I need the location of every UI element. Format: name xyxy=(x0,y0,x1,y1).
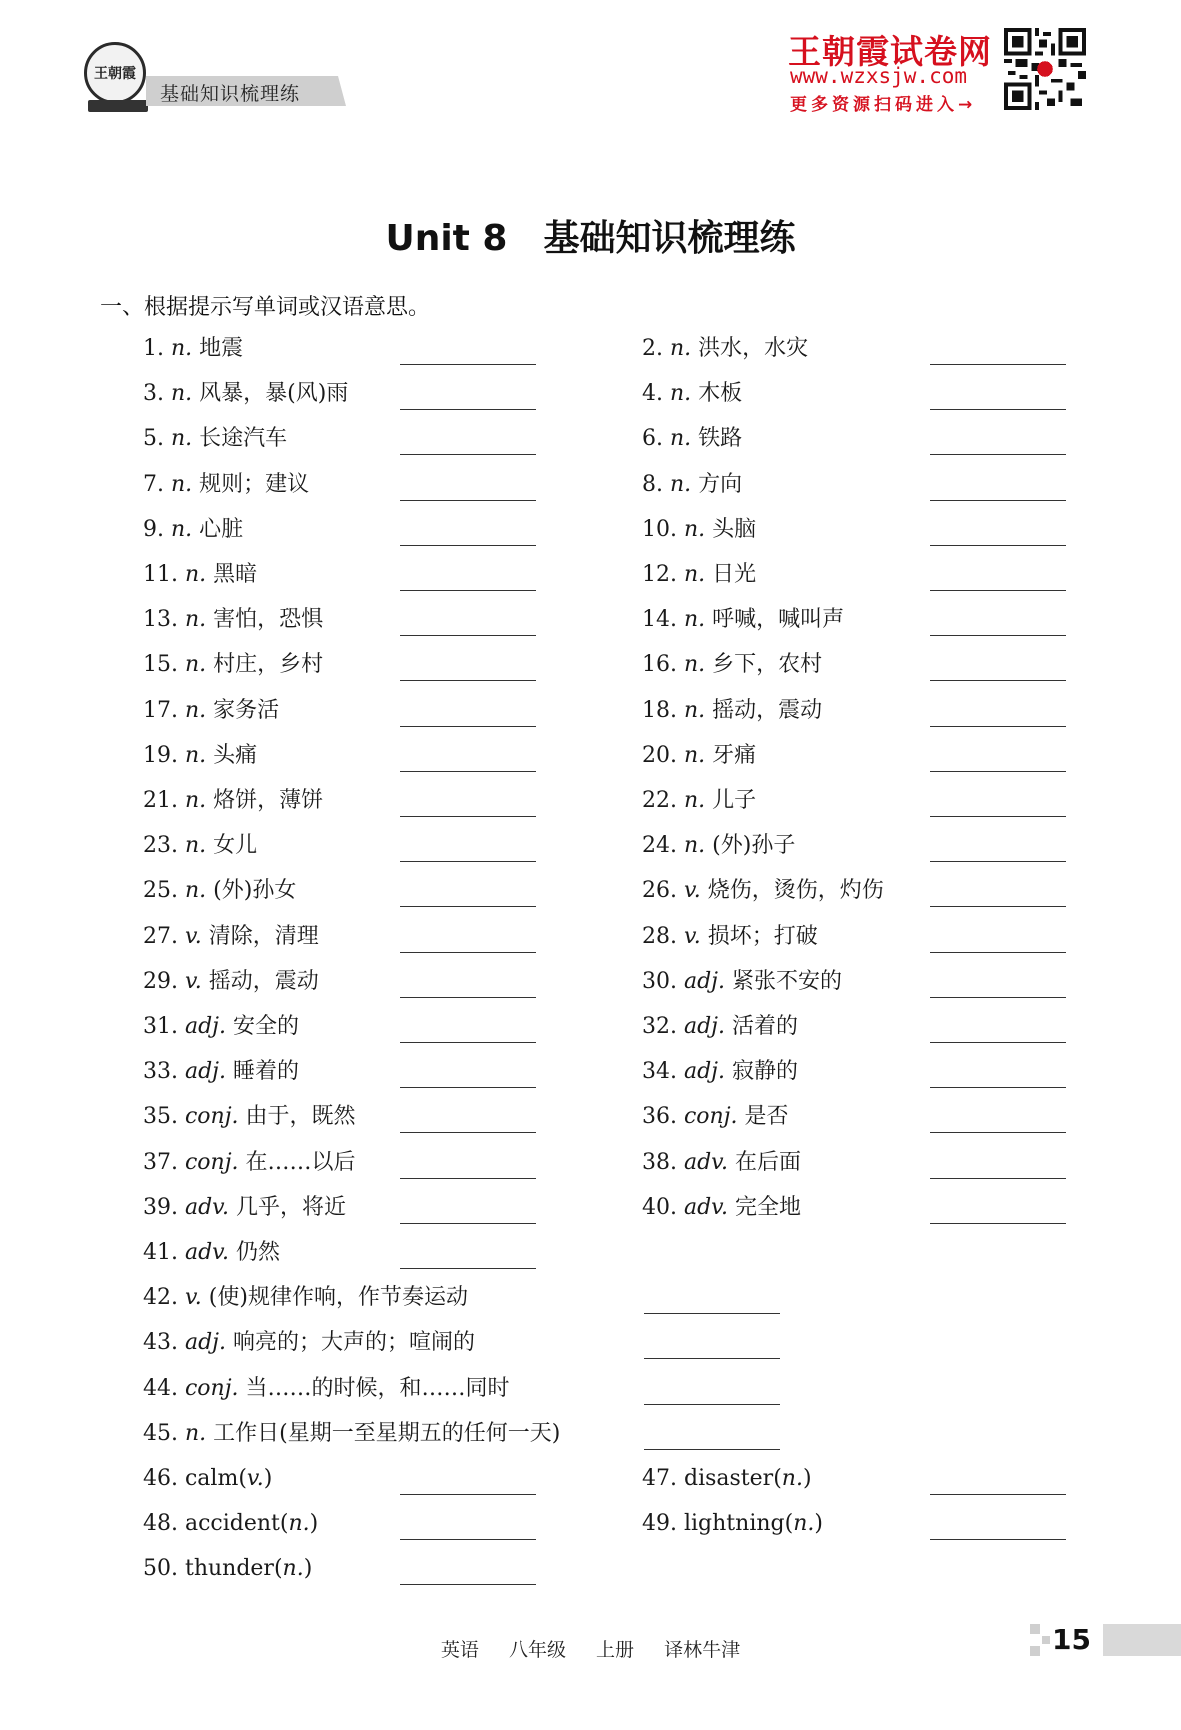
vocab-item xyxy=(642,1013,798,1041)
item-pos: conj. xyxy=(184,1375,239,1401)
item-hint: 方向 xyxy=(691,471,743,497)
item-pos: n. xyxy=(184,562,207,587)
item-pos: n. xyxy=(781,1466,803,1491)
item-hint: (使)规律作响，作节奏运动 xyxy=(201,1285,468,1311)
item-pos: n. xyxy=(683,607,706,633)
vocab-item xyxy=(143,968,319,996)
item-pos: n. xyxy=(669,381,692,407)
item-hint: (外)孙子 xyxy=(705,833,796,859)
answer-blank[interactable] xyxy=(400,771,536,772)
item-number: 26. xyxy=(642,878,684,904)
answer-blank[interactable] xyxy=(400,454,536,455)
answer-blank[interactable] xyxy=(400,1042,536,1043)
item-number: 21. xyxy=(143,788,185,813)
item-hint: 清除，清理 xyxy=(201,923,319,949)
word-item xyxy=(143,1510,318,1538)
item-number: 5. xyxy=(143,426,171,452)
item-number: 12. xyxy=(642,562,684,587)
answer-blank[interactable] xyxy=(930,726,1066,727)
answer-blank[interactable] xyxy=(400,861,536,862)
item-number: 39. xyxy=(143,1194,185,1220)
answer-blank[interactable] xyxy=(400,816,536,817)
answer-blank[interactable] xyxy=(930,1087,1066,1088)
answer-blank[interactable] xyxy=(930,409,1066,410)
answer-blank[interactable] xyxy=(930,1132,1066,1133)
answer-blank[interactable] xyxy=(400,364,536,365)
item-number: 44. xyxy=(143,1375,185,1401)
page-number-bar xyxy=(1103,1624,1181,1656)
corner-square xyxy=(1042,1636,1050,1644)
paren-close: ) xyxy=(309,1511,319,1537)
answer-blank[interactable] xyxy=(400,500,536,501)
vocab-item xyxy=(642,923,818,951)
item-hint: 由于，既然 xyxy=(238,1104,356,1130)
paren-close: ) xyxy=(802,1466,812,1491)
vocab-item xyxy=(642,742,756,770)
item-hint: 心脏 xyxy=(192,516,244,542)
brand-scan-text: 更多资源扫码进入→ xyxy=(790,95,977,115)
vocab-item xyxy=(143,923,319,951)
item-number: 49. xyxy=(642,1511,684,1537)
vocab-item xyxy=(143,380,348,408)
item-hint: 完全地 xyxy=(728,1194,801,1220)
vocab-item xyxy=(642,380,742,408)
item-number: 6. xyxy=(642,426,670,452)
item-pos: adv. xyxy=(683,1194,728,1220)
paren-close: ) xyxy=(303,1556,313,1582)
item-hint: 安全的 xyxy=(226,1014,299,1039)
item-number: 22. xyxy=(642,788,684,813)
item-pos: conj. xyxy=(184,1149,239,1175)
vocab-item xyxy=(143,877,296,905)
item-pos: n. xyxy=(170,381,193,407)
item-hint: 害怕，恐惧 xyxy=(206,607,324,633)
corner-square xyxy=(1030,1646,1040,1656)
item-hint: 睡着的 xyxy=(226,1059,299,1085)
item-hint: 牙痛 xyxy=(705,742,757,768)
brand-name: 王朝霞试卷网 xyxy=(788,32,992,71)
brand-url[interactable]: www.wzxsjw.com xyxy=(790,64,968,88)
section-heading: 一、根据提示写单词或汉语意思。 xyxy=(100,295,431,320)
item-pos: adj. xyxy=(184,1059,226,1085)
answer-blank[interactable] xyxy=(930,1494,1066,1495)
footer-edition: 译林牛津 xyxy=(664,1639,741,1661)
vocab-item xyxy=(642,516,756,544)
item-hint: 铁路 xyxy=(691,426,743,452)
item-number: 27. xyxy=(143,923,185,949)
page-footer xyxy=(0,1635,1181,1662)
item-number: 35. xyxy=(143,1104,185,1130)
item-hint: 工作日(星期一至星期五的任何一天) xyxy=(206,1420,561,1446)
vocab-item xyxy=(642,1194,801,1222)
item-hint: 损坏；打破 xyxy=(700,923,818,949)
logo-ribbon xyxy=(88,100,148,112)
item-hint: 风暴，暴(风)雨 xyxy=(192,381,349,407)
footer-grade: 八年级 xyxy=(508,1639,566,1661)
vocab-item xyxy=(642,1058,798,1086)
item-number: 41. xyxy=(143,1240,185,1265)
item-pos: n. xyxy=(184,652,207,678)
corner-square xyxy=(1030,1624,1040,1634)
item-number: 42. xyxy=(143,1285,185,1311)
item-pos: n. xyxy=(669,336,692,361)
answer-blank[interactable] xyxy=(400,409,536,410)
item-pos: n. xyxy=(683,742,706,768)
vocab-item xyxy=(143,651,323,679)
vocab-item xyxy=(143,1013,299,1041)
item-pos: n. xyxy=(683,833,706,859)
answer-blank[interactable] xyxy=(930,635,1066,636)
publisher-logo xyxy=(84,42,146,104)
vocab-item xyxy=(642,787,756,815)
vocab-item xyxy=(143,1194,346,1222)
item-number: 37. xyxy=(143,1149,185,1175)
item-word: disaster xyxy=(683,1466,774,1491)
item-pos: n. xyxy=(288,1511,310,1537)
answer-blank[interactable] xyxy=(930,364,1066,365)
vocab-item xyxy=(143,561,257,589)
item-hint: 当……的时候，和……同时 xyxy=(238,1375,510,1401)
answer-blank[interactable] xyxy=(930,1042,1066,1043)
item-number: 47. xyxy=(642,1466,684,1491)
item-number: 36. xyxy=(642,1104,684,1130)
vocab-item xyxy=(143,471,309,499)
answer-blank[interactable] xyxy=(400,545,536,546)
answer-blank[interactable] xyxy=(644,1313,780,1314)
item-hint: 村庄，乡村 xyxy=(206,652,324,678)
answer-blank[interactable] xyxy=(400,1539,536,1540)
item-pos: n. xyxy=(669,426,692,452)
item-pos: n. xyxy=(184,742,207,768)
answer-blank[interactable] xyxy=(930,816,1066,817)
item-number: 10. xyxy=(642,516,684,542)
item-number: 30. xyxy=(642,968,684,994)
item-word: thunder xyxy=(184,1556,274,1582)
item-word: calm xyxy=(184,1466,239,1491)
item-number: 33. xyxy=(143,1059,185,1085)
item-number: 17. xyxy=(143,697,185,723)
answer-blank[interactable] xyxy=(400,635,536,636)
vocab-item xyxy=(642,1103,789,1131)
word-item xyxy=(642,1465,812,1493)
item-hint: 几乎，将近 xyxy=(229,1194,346,1220)
item-hint: 寂静的 xyxy=(725,1059,798,1085)
vocab-item xyxy=(642,606,844,634)
item-number: 9. xyxy=(143,516,171,542)
item-hint: 家务活 xyxy=(206,697,280,723)
paren-open: ( xyxy=(773,1466,782,1491)
item-number: 13. xyxy=(143,607,185,633)
answer-blank[interactable] xyxy=(930,454,1066,455)
series-label: 基础知识梳理练 xyxy=(160,83,301,105)
item-pos: n. xyxy=(184,1420,207,1446)
unit-label: Unit 8 xyxy=(385,218,508,259)
item-hint: 烧伤，烫伤，灼伤 xyxy=(700,878,884,904)
item-pos: n. xyxy=(170,471,193,497)
answer-blank[interactable] xyxy=(400,997,536,998)
item-pos: v. xyxy=(246,1466,264,1491)
item-pos: n. xyxy=(170,516,193,542)
item-hint: 木板 xyxy=(691,381,743,407)
vocab-item xyxy=(642,697,822,725)
vocab-item xyxy=(642,335,808,363)
vocab-item xyxy=(642,877,884,905)
answer-blank[interactable] xyxy=(400,1132,536,1133)
answer-blank[interactable] xyxy=(930,771,1066,772)
item-number: 25. xyxy=(143,878,185,904)
vocab-item xyxy=(143,1329,475,1357)
item-hint: 是否 xyxy=(737,1104,789,1130)
item-number: 8. xyxy=(642,471,670,497)
item-pos: v. xyxy=(184,923,202,949)
vocab-item xyxy=(143,335,243,363)
item-number: 23. xyxy=(143,833,185,859)
answer-blank[interactable] xyxy=(400,906,536,907)
item-hint: 女儿 xyxy=(206,833,258,859)
answer-blank[interactable] xyxy=(930,952,1066,953)
item-pos: n. xyxy=(184,788,207,813)
vocab-item xyxy=(143,1375,510,1403)
answer-blank[interactable] xyxy=(930,500,1066,501)
item-pos: n. xyxy=(184,697,207,723)
item-pos: conj. xyxy=(184,1104,239,1130)
item-hint: 响亮的；大声的；喧闹的 xyxy=(226,1330,475,1356)
answer-blank[interactable] xyxy=(930,545,1066,546)
item-pos: adj. xyxy=(184,1330,226,1356)
item-hint: 长途汽车 xyxy=(192,426,288,452)
item-pos: n. xyxy=(184,833,207,859)
answer-blank[interactable] xyxy=(400,680,536,681)
answer-blank[interactable] xyxy=(400,1584,536,1585)
item-number: 34. xyxy=(642,1059,684,1085)
item-hint: 仍然 xyxy=(229,1240,280,1265)
item-word: accident xyxy=(184,1511,280,1537)
item-pos: n. xyxy=(170,426,193,452)
item-word: lightning xyxy=(683,1511,785,1537)
logo-text: 王朝霞 xyxy=(94,66,136,82)
item-number: 2. xyxy=(642,336,670,361)
answer-blank[interactable] xyxy=(400,1223,536,1224)
answer-blank[interactable] xyxy=(400,1494,536,1495)
item-pos: n. xyxy=(683,562,706,587)
title-name: 基础知识梳理练 xyxy=(543,218,796,259)
item-pos: v. xyxy=(683,923,701,949)
vocab-item xyxy=(642,471,742,499)
item-number: 15. xyxy=(143,652,185,678)
item-number: 1. xyxy=(143,336,171,361)
item-pos: n. xyxy=(170,336,193,361)
item-number: 50. xyxy=(143,1556,185,1582)
vocab-item xyxy=(642,651,822,679)
footer-volume: 上册 xyxy=(596,1639,635,1661)
word-item xyxy=(642,1510,823,1538)
answer-blank[interactable] xyxy=(400,1178,536,1179)
answer-blank[interactable] xyxy=(644,1358,780,1359)
vocab-item xyxy=(143,832,257,860)
item-number: 19. xyxy=(143,742,185,768)
item-number: 40. xyxy=(642,1194,684,1220)
vocab-item xyxy=(143,1239,280,1267)
item-hint: 在后面 xyxy=(728,1149,801,1175)
item-pos: adj. xyxy=(683,968,725,994)
item-number: 18. xyxy=(642,697,684,723)
item-hint: 儿子 xyxy=(705,788,757,813)
item-pos: adj. xyxy=(683,1014,725,1039)
answer-blank[interactable] xyxy=(644,1404,780,1405)
vocab-item xyxy=(143,742,257,770)
item-pos: n. xyxy=(669,471,692,497)
answer-blank[interactable] xyxy=(930,1539,1066,1540)
item-number: 3. xyxy=(143,381,171,407)
vocab-item xyxy=(642,425,742,453)
item-pos: n. xyxy=(282,1556,304,1582)
item-hint: 规则；建议 xyxy=(192,471,310,497)
footer-subject: 英语 xyxy=(440,1639,479,1661)
item-number: 28. xyxy=(642,923,684,949)
answer-blank[interactable] xyxy=(400,590,536,591)
item-number: 11. xyxy=(143,562,185,587)
page-title xyxy=(0,210,1181,261)
answer-blank[interactable] xyxy=(930,590,1066,591)
paren-close: ) xyxy=(814,1511,823,1537)
vocab-item xyxy=(642,832,795,860)
item-hint: 地震 xyxy=(192,336,244,361)
item-pos: v. xyxy=(683,878,701,904)
answer-blank[interactable] xyxy=(930,906,1066,907)
item-hint: 洪水，水灾 xyxy=(691,336,809,361)
word-item xyxy=(143,1555,312,1583)
item-hint: 在……以后 xyxy=(238,1149,356,1175)
item-pos: adv. xyxy=(683,1149,728,1175)
item-number: 32. xyxy=(642,1014,684,1039)
answer-blank[interactable] xyxy=(400,952,536,953)
item-hint: 摇动，震动 xyxy=(201,968,319,994)
item-pos: v. xyxy=(184,1285,202,1311)
vocab-item xyxy=(143,1284,468,1312)
paren-open: ( xyxy=(238,1466,247,1491)
vocab-item xyxy=(143,697,279,725)
item-number: 38. xyxy=(642,1149,684,1175)
vocab-item xyxy=(143,1420,560,1448)
vocab-item xyxy=(143,1058,299,1086)
item-hint: 呼喊，喊叫声 xyxy=(705,607,845,633)
item-pos: n. xyxy=(683,788,706,813)
item-pos: n. xyxy=(184,607,207,633)
item-hint: 乡下，农村 xyxy=(705,652,823,678)
answer-blank[interactable] xyxy=(930,1178,1066,1179)
item-pos: adj. xyxy=(184,1014,226,1039)
vocab-item xyxy=(143,787,323,815)
item-pos: adv. xyxy=(184,1194,229,1220)
answer-blank[interactable] xyxy=(400,1268,536,1269)
item-number: 4. xyxy=(642,381,670,407)
paren-open: ( xyxy=(279,1511,289,1537)
item-number: 20. xyxy=(642,742,684,768)
item-number: 14. xyxy=(642,607,684,633)
page-number: 15 xyxy=(1052,1623,1091,1656)
answer-blank[interactable] xyxy=(400,726,536,727)
paren-open: ( xyxy=(273,1556,283,1582)
item-number: 24. xyxy=(642,833,684,859)
item-number: 16. xyxy=(642,652,684,678)
item-hint: 黑暗 xyxy=(206,562,258,587)
item-hint: 烙饼，薄饼 xyxy=(206,788,324,813)
answer-blank[interactable] xyxy=(930,997,1066,998)
item-hint: 摇动，震动 xyxy=(705,697,823,723)
qr-code-icon[interactable] xyxy=(1004,28,1086,110)
answer-blank[interactable] xyxy=(930,1223,1066,1224)
item-pos: adj. xyxy=(683,1059,725,1085)
item-pos: n. xyxy=(184,878,207,904)
vocab-item xyxy=(143,606,323,634)
vocab-item xyxy=(143,1149,356,1177)
item-number: 31. xyxy=(143,1014,185,1039)
vocab-item xyxy=(642,968,842,996)
item-pos: n. xyxy=(793,1511,815,1537)
item-number: 45. xyxy=(143,1420,185,1446)
vocab-item xyxy=(642,1149,801,1177)
answer-blank[interactable] xyxy=(930,861,1066,862)
item-hint: 活着的 xyxy=(725,1014,798,1039)
item-hint: 紧张不安的 xyxy=(725,968,842,994)
item-pos: n. xyxy=(683,516,706,542)
word-item xyxy=(143,1465,272,1493)
item-pos: n. xyxy=(683,697,706,723)
item-hint: 日光 xyxy=(705,562,757,587)
paren-close: ) xyxy=(263,1466,273,1491)
item-pos: v. xyxy=(184,968,202,994)
item-pos: n. xyxy=(683,652,706,678)
item-hint: 头脑 xyxy=(705,516,757,542)
item-number: 48. xyxy=(143,1511,185,1537)
item-number: 43. xyxy=(143,1330,185,1356)
item-number: 29. xyxy=(143,968,185,994)
item-number: 46. xyxy=(143,1466,185,1491)
answer-blank[interactable] xyxy=(930,680,1066,681)
answer-blank[interactable] xyxy=(400,1087,536,1088)
vocab-item xyxy=(143,1103,356,1131)
item-pos: adv. xyxy=(184,1240,229,1265)
vocab-item xyxy=(642,561,756,589)
item-hint: (外)孙女 xyxy=(206,878,297,904)
answer-blank[interactable] xyxy=(644,1449,780,1450)
item-number: 7. xyxy=(143,471,171,497)
paren-open: ( xyxy=(784,1511,794,1537)
vocab-item xyxy=(143,516,243,544)
item-pos: conj. xyxy=(683,1104,738,1130)
vocab-item xyxy=(143,425,287,453)
item-hint: 头痛 xyxy=(206,742,258,768)
